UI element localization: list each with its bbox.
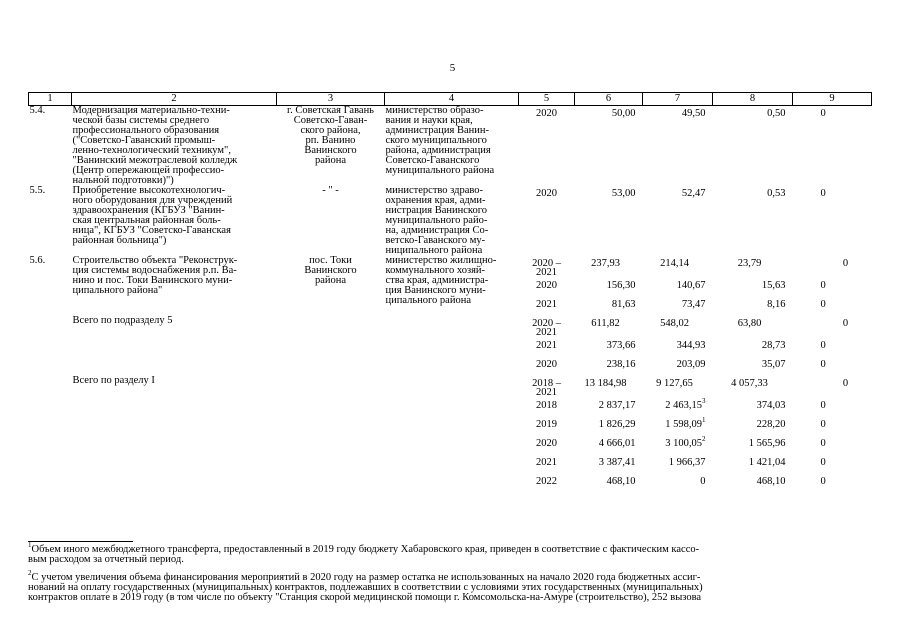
footnote-ref: 1 [702,416,706,424]
item-name: Строительство объекта "Реконструк- ция системы водоснабжения р.п. Ва- нино и пос. Токи Ванинского муни- ципального района" [72,255,238,296]
total-column [575,256,643,316]
column-header: 6 [575,93,643,106]
column-header: 5 [519,93,575,106]
value-regional: 15,63 [761,280,786,291]
other-column [793,256,872,316]
item-executor: министерство образо- вания и науки края, администрация Ванин- ского муниципального района, администрация Советско-Гаванского муниципального района [385,105,495,176]
year-column [519,186,575,256]
column-header: 8 [713,93,793,106]
table-row [29,186,872,256]
total-column [575,316,643,376]
value-total: 13 184,98 [584,378,627,389]
federal-column [643,316,713,376]
value-total: 156,30 [606,280,636,291]
value-total: 1 826,29 [598,419,636,430]
year-value: 2020 – 2021 [532,318,561,338]
value-other: 0 [842,258,849,269]
year-value: 2020 [536,188,557,199]
value-regional: 228,20 [756,419,786,430]
item-number: 5.6. [29,255,46,266]
value-other: 0 [820,359,826,370]
item-location [277,376,385,493]
column-header: 9 [793,93,872,106]
value-other: 0 [820,438,826,449]
total-column [575,186,643,256]
value-total: 4 666,01 [598,438,636,449]
item-location [277,316,385,376]
value-other: 0 [820,299,826,310]
value-regional: 8,16 [767,299,786,310]
federal-column [643,256,713,316]
item-number [29,376,72,493]
other-column [793,376,872,493]
regional-column [713,376,793,493]
total-column [575,376,643,493]
value-total: 238,16 [606,359,636,370]
item-name: Приобретение высокотехнологич- ного оборудования для учреждений здравоохранения (КГБУЗ "Ванин- ская центральная районная боль- ница", КГБУЗ "Советско-Гаванская районная больница") [72,185,233,246]
value-total: 468,10 [606,476,636,487]
item-name: Всего по подразделу 5 [72,315,173,326]
year-value: 2020 – 2021 [532,258,561,278]
value-regional: 4 057,33 [731,378,768,389]
value-other: 0 [820,457,826,468]
value-regional: 23,79 [737,258,762,269]
value-federal: 49,50 [681,108,706,119]
year-column [519,316,575,376]
value-federal: 1 598,09$^1$ [665,416,706,430]
item-number [29,316,72,376]
value-total: 373,66 [606,340,636,351]
item-number: 5.5. [29,185,46,196]
value-other: 0 [820,280,826,291]
footnote-separator [28,541,133,542]
value-federal: 1 966,37 [668,457,706,468]
value-regional: 374,03 [756,400,786,411]
value-regional: 35,07 [761,359,786,370]
value-federal: 73,47 [681,299,706,310]
value-total: 50,00 [611,108,636,119]
value-federal: 344,93 [676,340,706,351]
regional-column [713,186,793,256]
year-column [519,256,575,316]
column-header-row [29,93,872,106]
table-row [29,316,872,376]
column-header: 2 [72,93,277,106]
table-row [29,106,872,187]
program-table [28,92,872,493]
regional-column [713,316,793,376]
value-regional: 28,73 [761,340,786,351]
year-value: 2020 [536,108,557,119]
footnote-ref: 2 [702,435,706,443]
value-federal: 203,09 [676,359,706,370]
item-name: Всего по разделу I [72,375,155,386]
other-column [793,186,872,256]
year-value: 2022 [536,476,557,487]
value-total: 81,63 [611,299,636,310]
footnote-mark: 2 [28,569,32,577]
item-executor: министерство жилищно- коммунального хозяй- ства края, администра- ция Ванинского муни- ципального района [385,255,497,306]
value-total: 237,93 [591,258,620,269]
value-regional: 0,53 [767,188,786,199]
column-header: 1 [29,93,72,106]
regional-column [713,106,793,187]
value-federal: 548,02 [660,318,689,329]
footnote-mark: 1 [28,541,32,549]
other-column [793,316,872,376]
value-other: 0 [820,188,826,199]
value-regional: 468,10 [756,476,786,487]
page-number: 5 [449,62,456,74]
value-federal: 140,67 [676,280,706,291]
federal-column [643,376,713,493]
item-location: г. Советская Гавань Советско-Гаван- ского района, рп. Ванино Ванинского района [287,105,374,166]
value-regional: 0,50 [767,108,786,119]
year-value: 2018 [536,400,557,411]
value-other: 0 [842,378,849,389]
column-header: 3 [277,93,385,106]
column-header: 4 [385,93,519,106]
value-other: 0 [820,476,826,487]
item-location: - " - [322,185,339,196]
value-regional: 1 421,04 [748,457,786,468]
value-other: 0 [820,340,826,351]
year-value: 2019 [536,419,557,430]
value-federal: 9 127,65 [656,378,693,389]
other-column [793,106,872,187]
item-executor: министерство здраво- охранения края, адми- нистрация Ванинского муниципального райо- на, администрация Со- ветско-Гаванского му- ниципального района [385,185,489,256]
year-value: 2020 [536,359,557,370]
footnote-2: $^2$С учетом увеличения объема финансирования мероприятий в 2020 году на размер остатка не использованных на начало 2020 года бюджетных ассиг- нований на оплату государственных (муниципальных) контрактов, подлежавших в соответствии с условиями этих государственных (муниципальных) контрактов оплате в 2019 году (в том числе по объекту "Станция скорой медицинской помощи г. Комсомольска-на-Амуре (строительство), 252 вызова [28,569,703,603]
year-value: 2018 – 2021 [532,378,561,398]
value-other: 0 [820,400,826,411]
year-value: 2021 [536,340,557,351]
item-location: пос. Токи Ванинского района [304,255,357,286]
item-number: 5.4. [29,105,46,116]
column-header: 7 [643,93,713,106]
footnote-1: $^1$Объем иного межбюджетного трансферта, предоставленный в 2019 году бюджету Хабаровского края, приведен в соответствие с фактическим кассо- вым расходом за отчетный период. [28,541,700,565]
value-other: 0 [820,419,826,430]
value-federal: 214,14 [660,258,689,269]
year-value: 2020 [536,438,557,449]
value-other: 0 [842,318,849,329]
value-total: 611,82 [591,318,620,329]
item-name: Модернизация материально-техни- ческой базы системы среднего профессионального образования ("Советско-Гаванский промыш- ленно-технологический техникум", "Ванинский межотраслевой колледж (Центр опережающей профессио- нальной подготовки)") [72,105,238,186]
value-total: 2 837,17 [598,400,636,411]
year-column [519,376,575,493]
year-value: 2021 [536,299,557,310]
value-regional: 1 565,96 [748,438,786,449]
value-total: 3 387,41 [598,457,636,468]
federal-column [643,106,713,187]
table-row [29,376,872,493]
item-executor [385,316,519,376]
federal-column [643,186,713,256]
value-total: 53,00 [611,188,636,199]
regional-column [713,256,793,316]
table-row [29,256,872,316]
value-regional: 63,80 [737,318,762,329]
year-value: 2021 [536,457,557,468]
value-federal: 2 463,15$^3$ [665,397,706,411]
value-federal: 52,47 [681,188,706,199]
footnote-ref: 3 [702,397,706,405]
total-column [575,106,643,187]
value-federal: 0 [700,476,706,487]
value-federal: 3 100,05$^2$ [665,435,706,449]
item-executor [385,376,519,493]
year-column [519,106,575,187]
year-value: 2020 [536,280,557,291]
value-other: 0 [820,108,826,119]
